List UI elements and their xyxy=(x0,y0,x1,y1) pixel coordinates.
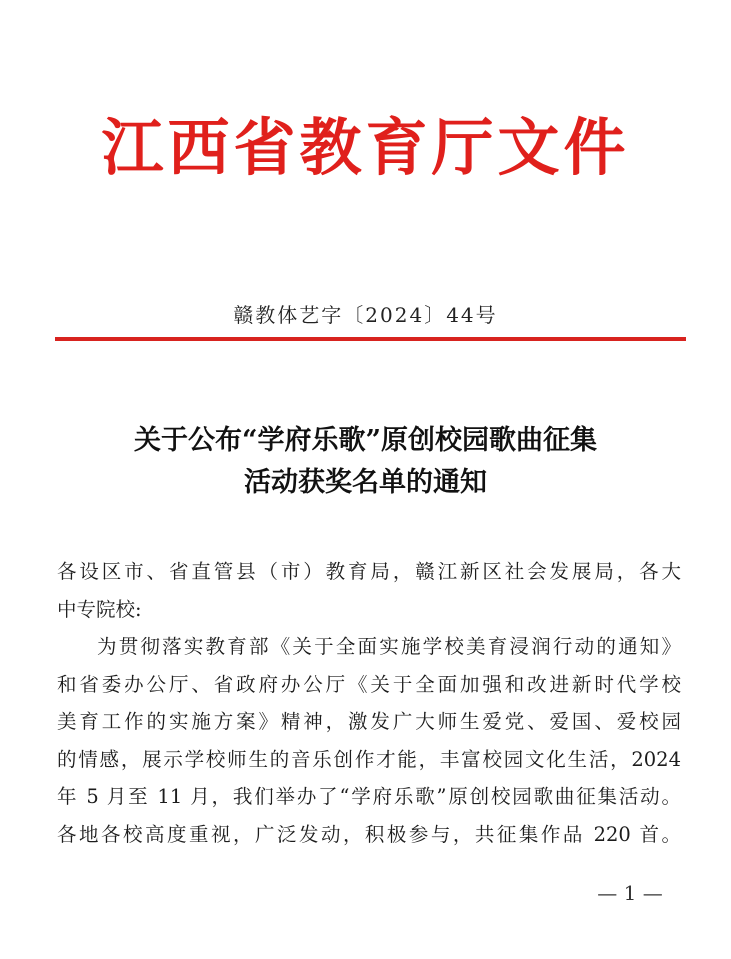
paragraph-line: 年 5 月至 11 月，我们举办了“学府乐歌”原创校园歌曲征集活动。 xyxy=(57,785,681,808)
salutation-line-2: 中专院校: xyxy=(57,597,142,621)
page-number: — 1 — xyxy=(597,881,663,905)
notice-body xyxy=(57,553,681,853)
paragraph-line: 各地各校高度重视，广泛发动，积极参与，共征集作品 220 首。 xyxy=(57,822,681,846)
paragraph-line: 美育工作的实施方案》精神，激发广大师生爱党、爱国、爱校园 xyxy=(57,710,681,733)
issuer-title: 江西省教育厅文件 xyxy=(101,111,630,184)
document-number: 赣教体艺字〔2024〕44号 xyxy=(233,303,498,327)
paragraph-line: 为贯彻落实教育部《关于全面实施学校美育浸润行动的通知》 xyxy=(97,635,681,658)
salutation-line-1: 各设区市、省直管县（市）教育局，赣江新区社会发展局，各大 xyxy=(57,560,681,583)
paragraph-line: 的情感，展示学校师生的音乐创作才能，丰富校园文化生活，2024 xyxy=(57,747,681,771)
notice-title xyxy=(0,420,731,504)
notice-title-line-1: 关于公布“学府乐歌”原创校园歌曲征集 xyxy=(133,425,598,456)
paragraph-line: 和省委办公厅、省政府办公厅《关于全面加强和改进新时代学校 xyxy=(57,672,681,696)
red-separator-line xyxy=(55,337,686,341)
notice-title-line-2: 活动获奖名单的通知 xyxy=(244,467,487,498)
